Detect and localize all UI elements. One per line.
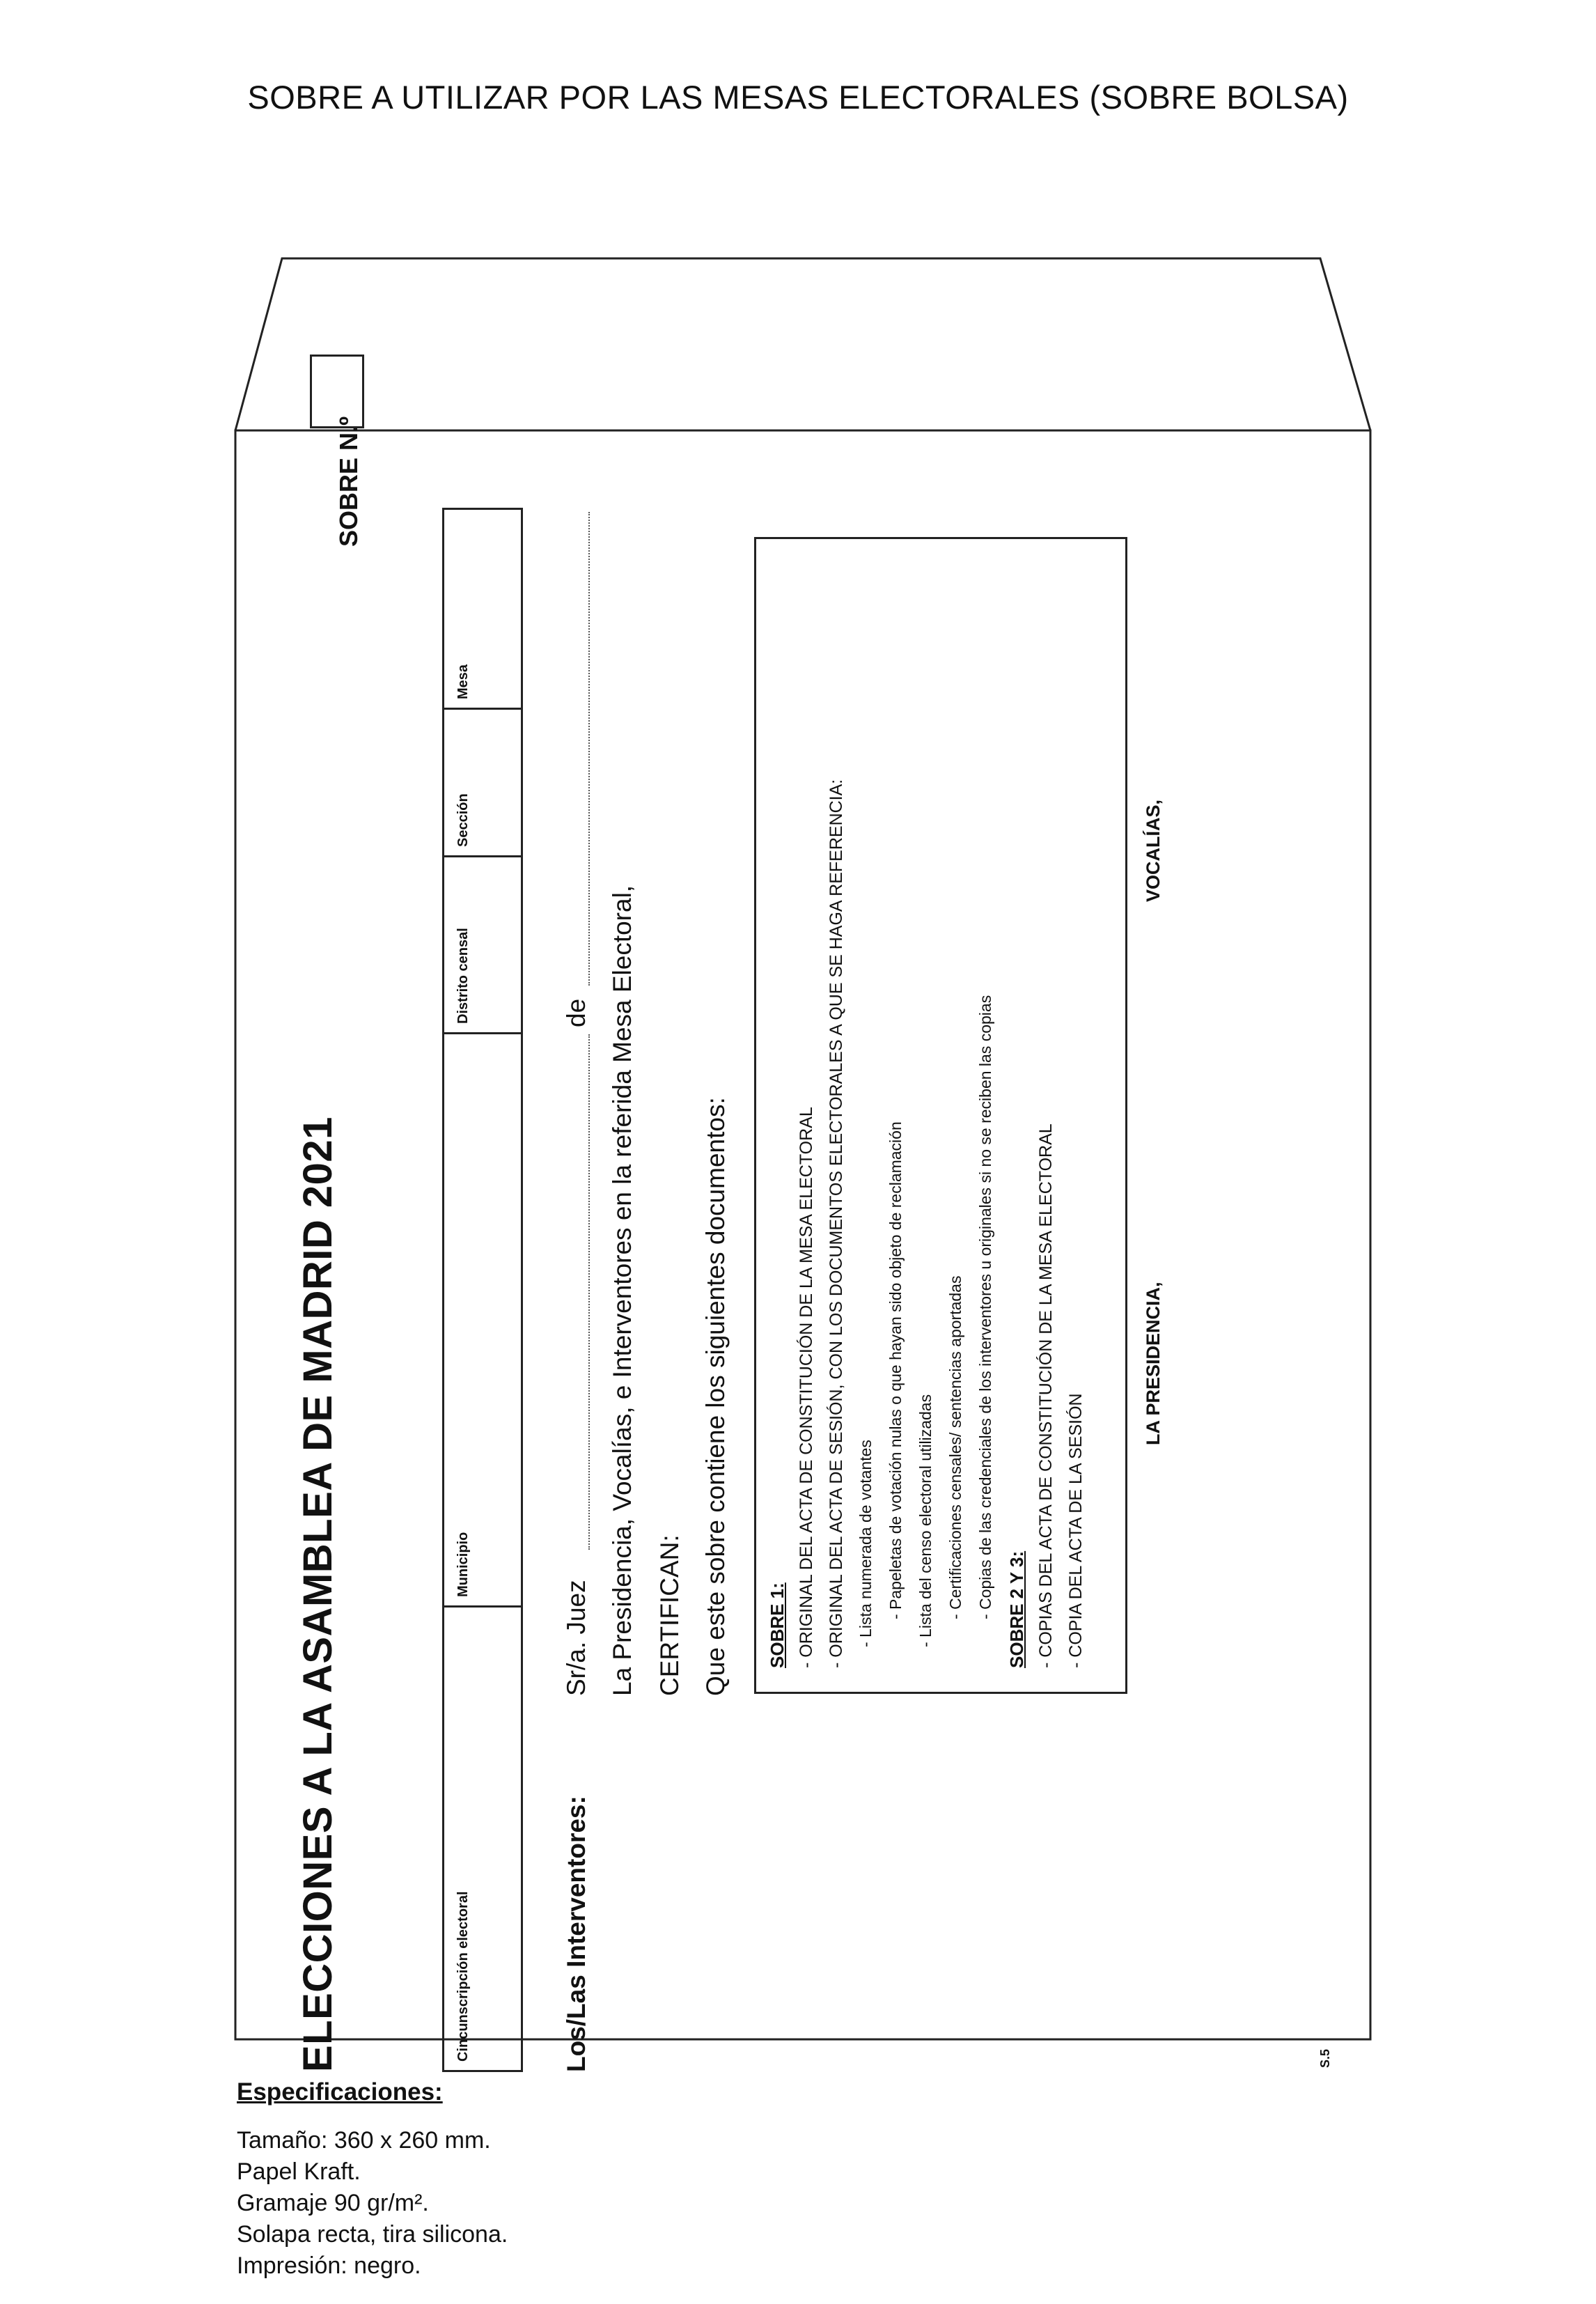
- field-label: Sección: [455, 793, 471, 847]
- certifican: CERTIFICAN:: [655, 1534, 684, 1696]
- interventores-label: Los/Las Interventores:: [562, 1796, 590, 2072]
- spec-line: Papel Kraft.: [237, 2158, 361, 2185]
- field-label: Cincunscripción electoral: [455, 1891, 471, 2062]
- doc-subitem: - Certificaciones censales/ sentencias aportadas: [946, 1275, 964, 1619]
- envelope-title: ELECCIONES A LA ASAMBLEA DE MADRID 2021: [295, 1116, 341, 2072]
- field-label: Mesa: [455, 664, 471, 699]
- doc-item: - COPIAS DEL ACTA DE CONSTITUCIÓN DE LA MESA ELECTORAL: [1036, 1123, 1056, 1668]
- specs-title: Especificaciones:: [237, 2078, 443, 2105]
- sobre-number-box[interactable]: [310, 355, 364, 428]
- spec-line: Tamaño: 360 x 260 mm.: [237, 2127, 491, 2154]
- field-municipio[interactable]: [444, 1032, 521, 1605]
- presidencia-line: La Presidencia, Vocalías, e Interventores en la referida Mesa Electoral,: [608, 885, 636, 1696]
- contiene-line: Que este sobre contiene los siguientes documentos:: [701, 1097, 730, 1696]
- firma-vocalias: VOCALÍAS,: [1143, 799, 1164, 902]
- firma-presidencia: LA PRESIDENCIA,: [1143, 1282, 1164, 1445]
- doc-subitem: - Copias de las credenciales de los interventores u originales si no se reciben las copias: [976, 995, 994, 1619]
- spec-line: Solapa recta, tira silicona.: [237, 2221, 508, 2248]
- juez-name-line[interactable]: [588, 1034, 590, 1550]
- header-fields-table: [442, 508, 523, 2072]
- juez-de: de: [562, 998, 590, 1027]
- sobre-number-label: SOBRE N.º: [334, 416, 363, 547]
- doc-item: - COPIA DEL ACTA DE LA SESIÓN: [1066, 1393, 1086, 1668]
- doc-subitem: - Lista numerada de votantes: [856, 1440, 875, 1647]
- spec-line: Impresión: negro.: [237, 2252, 421, 2279]
- form-code: S.5: [1318, 2048, 1332, 2068]
- field-circunscripcion[interactable]: [444, 1605, 521, 2070]
- doc-subitem: - Papeletas de votación nulas o que hayan sido objeto de reclamación: [886, 1121, 905, 1619]
- field-distrito[interactable]: [444, 855, 521, 1032]
- field-seccion[interactable]: [444, 708, 521, 855]
- juez-place-line[interactable]: [588, 512, 590, 986]
- field-label: Distrito censal: [455, 928, 471, 1024]
- field-label: Municipio: [455, 1532, 471, 1597]
- envelope-front: [240, 129, 1375, 2156]
- juez-prefix: Sr/a. Juez: [562, 1580, 590, 1696]
- sobre1-heading: SOBRE 1:: [767, 1582, 788, 1668]
- sobre23-heading: SOBRE 2 Y 3:: [1006, 1550, 1027, 1668]
- spec-line: Gramaje 90 gr/m².: [237, 2190, 429, 2216]
- doc-item: - ORIGINAL DEL ACTA DE SESIÓN, CON LOS DOCUMENTOS ELECTORALES A QUE SE HAGA REFERENCIA:: [827, 779, 846, 1668]
- field-mesa[interactable]: [444, 510, 521, 708]
- doc-subitem: - Lista del censo electoral utilizadas: [916, 1394, 934, 1647]
- doc-item: - ORIGINAL DEL ACTA DE CONSTITUCIÓN DE LA MESA ELECTORAL: [797, 1107, 816, 1668]
- page-title: SOBRE A UTILIZAR POR LAS MESAS ELECTORALES (SOBRE BOLSA): [247, 79, 1349, 116]
